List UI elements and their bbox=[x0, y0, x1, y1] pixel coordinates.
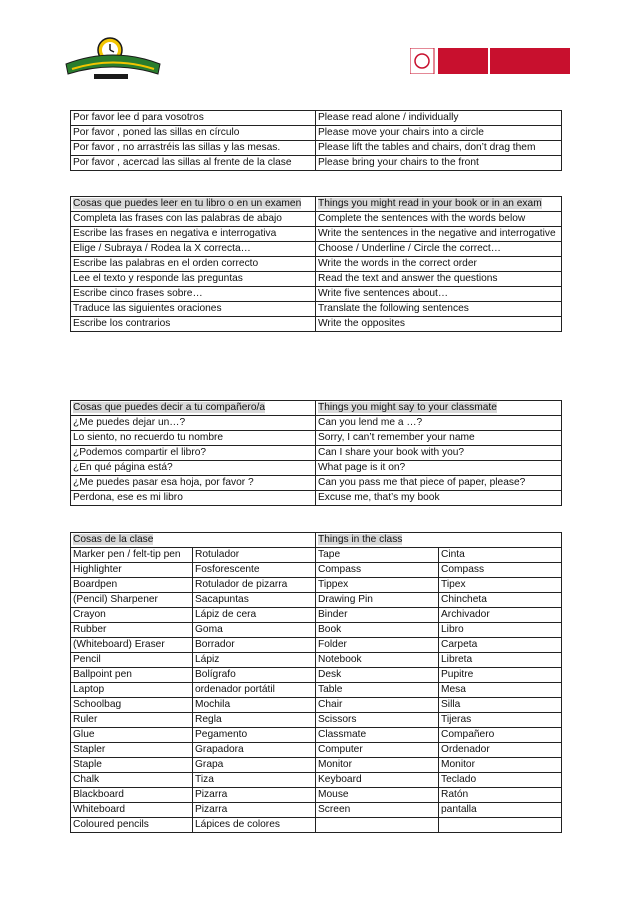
english-word-cell: Drawing Pin bbox=[316, 593, 439, 608]
spanish-cell: ¿Me puedes pasar esa hoja, por favor ? bbox=[71, 476, 316, 491]
spanish-word-cell: Regla bbox=[193, 713, 316, 728]
spanish-cell: Completa las frases con las palabras de abajo bbox=[71, 212, 316, 227]
table-row bbox=[71, 698, 562, 713]
english-word-cell: Chair bbox=[316, 698, 439, 713]
spanish-word-cell: Goma bbox=[193, 623, 316, 638]
peru-ministerio-educacion-logo bbox=[410, 48, 570, 74]
spanish-word-cell: Ordenador bbox=[439, 743, 562, 758]
english-word-cell: Laptop bbox=[71, 683, 193, 698]
english-word-cell: Schoolbag bbox=[71, 698, 193, 713]
english-cell: Excuse me, that’s my book bbox=[316, 491, 562, 506]
table-row bbox=[71, 713, 562, 728]
table-row bbox=[71, 563, 562, 578]
header-spanish: Cosas que puedes decir a tu compañero/a bbox=[71, 401, 316, 416]
english-word-cell: Stapler bbox=[71, 743, 193, 758]
english-cell: Write the opposites bbox=[316, 317, 562, 332]
spanish-word-cell: Ratón bbox=[439, 788, 562, 803]
english-word-cell: Tape bbox=[316, 548, 439, 563]
table-row bbox=[71, 803, 562, 818]
english-cell: Sorry, I can’t remember your name bbox=[316, 431, 562, 446]
book-exam-phrases-table bbox=[70, 196, 562, 332]
spanish-word-cell: Lápiz de cera bbox=[193, 608, 316, 623]
english-cell: Translate the following sentences bbox=[316, 302, 562, 317]
english-cell: Choose / Underline / Circle the correct… bbox=[316, 242, 562, 257]
english-word-cell: Glue bbox=[71, 728, 193, 743]
table-row bbox=[71, 668, 562, 683]
english-word-cell: Scissors bbox=[316, 713, 439, 728]
classroom-requests-table bbox=[70, 110, 562, 171]
english-word-cell: Monitor bbox=[316, 758, 439, 773]
english-word-cell: Compass bbox=[316, 563, 439, 578]
spanish-cell: Elige / Subraya / Rodea la X correcta… bbox=[71, 242, 316, 257]
classroom-objects-table bbox=[70, 532, 562, 833]
table-row bbox=[71, 126, 562, 141]
table-row bbox=[71, 728, 562, 743]
english-word-cell: Chalk bbox=[71, 773, 193, 788]
english-word-cell: Crayon bbox=[71, 608, 193, 623]
spanish-word-cell: Libro bbox=[439, 623, 562, 638]
english-cell: Complete the sentences with the words below bbox=[316, 212, 562, 227]
english-cell: Can I share your book with you? bbox=[316, 446, 562, 461]
table-row bbox=[71, 491, 562, 506]
english-word-cell: Screen bbox=[316, 803, 439, 818]
table-row bbox=[71, 242, 562, 257]
english-word-cell: Computer bbox=[316, 743, 439, 758]
spanish-word-cell: Compañero bbox=[439, 728, 562, 743]
english-word-cell: Folder bbox=[316, 638, 439, 653]
english-cell: Write five sentences about… bbox=[316, 287, 562, 302]
english-cell: Write the sentences in the negative and interrogative bbox=[316, 227, 562, 242]
english-word-cell: Blackboard bbox=[71, 788, 193, 803]
table-row bbox=[71, 461, 562, 476]
english-word-cell: (Whiteboard) Eraser bbox=[71, 638, 193, 653]
english-cell: What page is it on? bbox=[316, 461, 562, 476]
english-cell: Please read alone / individually bbox=[316, 111, 562, 126]
spanish-word-cell: Bolígrafo bbox=[193, 668, 316, 683]
spanish-cell: Por favor , no arrastréis las sillas y las mesas. bbox=[71, 141, 316, 156]
table-row bbox=[71, 773, 562, 788]
english-word-cell: Ballpoint pen bbox=[71, 668, 193, 683]
spanish-word-cell: ordenador portátil bbox=[193, 683, 316, 698]
spanish-word-cell: Tiza bbox=[193, 773, 316, 788]
english-word-cell: Rubber bbox=[71, 623, 193, 638]
english-word-cell: Table bbox=[316, 683, 439, 698]
english-word-cell: Mouse bbox=[316, 788, 439, 803]
table-row bbox=[71, 141, 562, 156]
spanish-word-cell: Pizarra bbox=[193, 788, 316, 803]
table-row bbox=[71, 758, 562, 773]
spanish-word-cell bbox=[439, 818, 562, 833]
spanish-word-cell: Libreta bbox=[439, 653, 562, 668]
english-word-cell: Notebook bbox=[316, 653, 439, 668]
table-row bbox=[71, 743, 562, 758]
english-word-cell: Desk bbox=[316, 668, 439, 683]
header-english: Things in the class bbox=[316, 533, 562, 548]
table-row bbox=[71, 578, 562, 593]
spanish-word-cell: Mesa bbox=[439, 683, 562, 698]
spanish-cell: Escribe las frases en negativa e interrogativa bbox=[71, 227, 316, 242]
spanish-cell: Traduce las siguientes oraciones bbox=[71, 302, 316, 317]
table-row bbox=[71, 212, 562, 227]
table-row bbox=[71, 608, 562, 623]
spanish-word-cell: Pegamento bbox=[193, 728, 316, 743]
english-word-cell: Book bbox=[316, 623, 439, 638]
header-english: Things you might read in your book or in an exam bbox=[316, 197, 562, 212]
english-word-cell: Coloured pencils bbox=[71, 818, 193, 833]
spanish-word-cell: Mochila bbox=[193, 698, 316, 713]
spanish-word-cell: Rotulador bbox=[193, 548, 316, 563]
english-word-cell: Marker pen / felt-tip pen bbox=[71, 548, 193, 563]
classmate-phrases-table bbox=[70, 400, 562, 506]
table-row bbox=[71, 446, 562, 461]
header-spanish: Cosas de la clase bbox=[71, 533, 316, 548]
english-word-cell: Classmate bbox=[316, 728, 439, 743]
spanish-cell: ¿Me puedes dejar un…? bbox=[71, 416, 316, 431]
spanish-word-cell: Fosforescente bbox=[193, 563, 316, 578]
spanish-cell: Lee el texto y responde las preguntas bbox=[71, 272, 316, 287]
english-word-cell: Binder bbox=[316, 608, 439, 623]
spanish-word-cell: Grapadora bbox=[193, 743, 316, 758]
spanish-cell: Escribe cinco frases sobre… bbox=[71, 287, 316, 302]
spanish-word-cell: Monitor bbox=[439, 758, 562, 773]
english-word-cell: Pencil bbox=[71, 653, 193, 668]
table-row bbox=[71, 476, 562, 491]
spanish-cell: Escribe los contrarios bbox=[71, 317, 316, 332]
spanish-word-cell: Compass bbox=[439, 563, 562, 578]
table-row bbox=[71, 593, 562, 608]
english-cell: Read the text and answer the questions bbox=[316, 272, 562, 287]
english-word-cell: Highlighter bbox=[71, 563, 193, 578]
table-header-row bbox=[71, 533, 562, 548]
spanish-word-cell: Rotulador de pizarra bbox=[193, 578, 316, 593]
english-word-cell: (Pencil) Sharpener bbox=[71, 593, 193, 608]
table-row bbox=[71, 156, 562, 171]
spanish-word-cell: Chincheta bbox=[439, 593, 562, 608]
spanish-cell: Escribe las palabras en el orden correcto bbox=[71, 257, 316, 272]
table-row bbox=[71, 272, 562, 287]
table-row bbox=[71, 788, 562, 803]
spanish-word-cell: Lápices de colores bbox=[193, 818, 316, 833]
table-row bbox=[71, 416, 562, 431]
english-cell: Can you pass me that piece of paper, please? bbox=[316, 476, 562, 491]
spanish-word-cell: Pizarra bbox=[193, 803, 316, 818]
english-cell: Please bring your chairs to the front bbox=[316, 156, 562, 171]
table-row bbox=[71, 317, 562, 332]
table-row bbox=[71, 302, 562, 317]
table-row bbox=[71, 623, 562, 638]
spanish-word-cell: Tipex bbox=[439, 578, 562, 593]
spanish-word-cell: Archivador bbox=[439, 608, 562, 623]
spanish-word-cell: Teclado bbox=[439, 773, 562, 788]
spanish-cell: Por favor , acercad las sillas al frente de la clase bbox=[71, 156, 316, 171]
spanish-cell: Por favor , poned las sillas en círculo bbox=[71, 126, 316, 141]
table-row bbox=[71, 111, 562, 126]
spanish-word-cell: Silla bbox=[439, 698, 562, 713]
header-spanish: Cosas que puedes leer en tu libro o en un examen bbox=[71, 197, 316, 212]
spanish-word-cell: Borrador bbox=[193, 638, 316, 653]
english-cell: Please move your chairs into a circle bbox=[316, 126, 562, 141]
table-header-row bbox=[71, 401, 562, 416]
english-cell: Write the words in the correct order bbox=[316, 257, 562, 272]
spanish-cell: ¿En qué página está? bbox=[71, 461, 316, 476]
spanish-word-cell: Sacapuntas bbox=[193, 593, 316, 608]
spanish-word-cell: Pupitre bbox=[439, 668, 562, 683]
english-word-cell: Keyboard bbox=[316, 773, 439, 788]
spanish-word-cell: Tijeras bbox=[439, 713, 562, 728]
table-row bbox=[71, 257, 562, 272]
spanish-word-cell: Lápiz bbox=[193, 653, 316, 668]
english-word-cell bbox=[316, 818, 439, 833]
table-header-row bbox=[71, 197, 562, 212]
spanish-word-cell: Cinta bbox=[439, 548, 562, 563]
jornada-escolar-completa-logo bbox=[58, 36, 168, 80]
table-row bbox=[71, 431, 562, 446]
table-row bbox=[71, 548, 562, 563]
english-word-cell: Whiteboard bbox=[71, 803, 193, 818]
english-cell: Please lift the tables and chairs, don’t drag them bbox=[316, 141, 562, 156]
english-word-cell: Ruler bbox=[71, 713, 193, 728]
table-row bbox=[71, 227, 562, 242]
header-english: Things you might say to your classmate bbox=[316, 401, 562, 416]
spanish-word-cell: Carpeta bbox=[439, 638, 562, 653]
spanish-word-cell: pantalla bbox=[439, 803, 562, 818]
table-row bbox=[71, 638, 562, 653]
english-word-cell: Staple bbox=[71, 758, 193, 773]
table-row bbox=[71, 287, 562, 302]
english-word-cell: Tippex bbox=[316, 578, 439, 593]
english-word-cell: Boardpen bbox=[71, 578, 193, 593]
spanish-cell: ¿Podemos compartir el libro? bbox=[71, 446, 316, 461]
table-row bbox=[71, 653, 562, 668]
spanish-cell: Perdona, ese es mi libro bbox=[71, 491, 316, 506]
spanish-cell: Por favor lee d para vosotros bbox=[71, 111, 316, 126]
spanish-word-cell: Grapa bbox=[193, 758, 316, 773]
table-row bbox=[71, 683, 562, 698]
table-row bbox=[71, 818, 562, 833]
english-cell: Can you lend me a …? bbox=[316, 416, 562, 431]
spanish-cell: Lo siento, no recuerdo tu nombre bbox=[71, 431, 316, 446]
